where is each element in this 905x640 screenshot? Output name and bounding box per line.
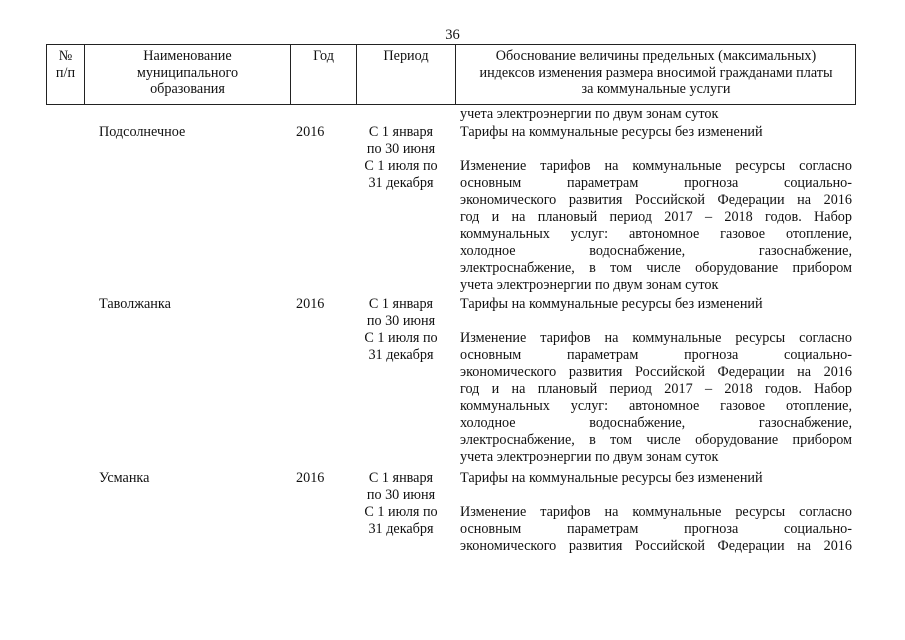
year-cell: 2016 xyxy=(296,470,325,486)
period-first-half xyxy=(356,470,446,504)
header-year: Год xyxy=(313,48,334,64)
justification-first-half: Тарифы на коммунальные ресурсы без изменений xyxy=(460,124,763,140)
period-line: 31 декабря xyxy=(368,175,434,191)
justification-second-half xyxy=(460,504,852,555)
header-number-line: № xyxy=(58,48,73,64)
justification-line: холодное водоснабжение, газоснабжение, xyxy=(460,415,852,431)
justification-line: Изменение тарифов на коммунальные ресурсы согласно xyxy=(460,330,852,346)
justification-second-half xyxy=(460,330,852,466)
period-first-half xyxy=(356,124,446,158)
justification-line: экономического развития Российской Федерации на 2016 xyxy=(460,364,852,380)
header-justification-line: Обоснование величины предельных (максимальных) xyxy=(495,48,817,64)
header-municipality xyxy=(85,48,290,98)
justification-line: электроснабжение, в том числе оборудование прибором xyxy=(460,432,852,448)
header-municipality-line: Наименование xyxy=(143,48,232,64)
period-line: С 1 июля по xyxy=(364,330,438,346)
justification-line: Изменение тарифов на коммунальные ресурсы согласно xyxy=(460,504,852,520)
page-number: 36 xyxy=(445,27,460,43)
justification-line: экономического развития Российской Федерации на 2016 xyxy=(460,538,852,554)
header-justification-line: индексов изменения размера вносимой гражданами платы xyxy=(479,64,833,81)
period-second-half xyxy=(356,504,446,538)
municipality-name: Усманка xyxy=(99,470,150,486)
justification-line: электроснабжение, в том числе оборудование прибором xyxy=(460,260,852,276)
justification-line: коммунальных услуг: автономное газовое отопление, xyxy=(460,226,852,242)
header-number-line: п/п xyxy=(55,64,76,81)
period-line: 31 декабря xyxy=(368,521,434,537)
justification-line: основным параметрам прогноза социально- xyxy=(460,521,852,537)
period-line: по 30 июня xyxy=(366,487,436,503)
justification-line: основным параметрам прогноза социально- xyxy=(460,347,852,363)
justification-line: основным параметрам прогноза социально- xyxy=(460,175,852,191)
header-number xyxy=(47,48,84,81)
period-line: по 30 июня xyxy=(366,313,436,329)
period-line: С 1 января xyxy=(368,470,434,486)
period-line: С 1 января xyxy=(368,296,434,312)
justification-second-half xyxy=(460,158,852,294)
justification-first-half: Тарифы на коммунальные ресурсы без изменений xyxy=(460,296,763,312)
justification-line: экономического развития Российской Федерации на 2016 xyxy=(460,192,852,208)
carryover-text: учета электроэнергии по двум зонам суток xyxy=(460,106,719,122)
year-cell: 2016 xyxy=(296,296,325,312)
municipality-name: Подсолнечное xyxy=(99,124,186,140)
header-municipality-line: муниципального xyxy=(136,64,239,81)
period-line: 31 декабря xyxy=(368,347,434,363)
header-period: Период xyxy=(383,48,429,64)
period-line: С 1 июля по xyxy=(364,158,438,174)
header-justification-line: за коммунальные услуги xyxy=(581,81,731,97)
period-line: по 30 июня xyxy=(366,141,436,157)
justification-line: год и на плановый период 2017 – 2018 годов. Набор xyxy=(460,209,852,225)
year-cell: 2016 xyxy=(296,124,325,140)
period-line: С 1 января xyxy=(368,124,434,140)
justification-line: год и на плановый период 2017 – 2018 годов. Набор xyxy=(460,381,852,397)
justification-line: коммунальных услуг: автономное газовое отопление, xyxy=(460,398,852,414)
period-line: С 1 июля по xyxy=(364,504,438,520)
justification-first-half: Тарифы на коммунальные ресурсы без изменений xyxy=(460,470,763,486)
period-second-half xyxy=(356,158,446,192)
justification-line: учета электроэнергии по двум зонам суток xyxy=(460,449,719,465)
period-second-half xyxy=(356,330,446,364)
municipality-name: Таволжанка xyxy=(99,296,171,312)
header-justification xyxy=(456,48,856,98)
justification-line: холодное водоснабжение, газоснабжение, xyxy=(460,243,852,259)
header-municipality-line: образования xyxy=(150,81,225,97)
period-first-half xyxy=(356,296,446,330)
justification-line: Изменение тарифов на коммунальные ресурсы согласно xyxy=(460,158,852,174)
justification-line: учета электроэнергии по двум зонам суток xyxy=(460,277,719,293)
table-header xyxy=(46,44,856,105)
